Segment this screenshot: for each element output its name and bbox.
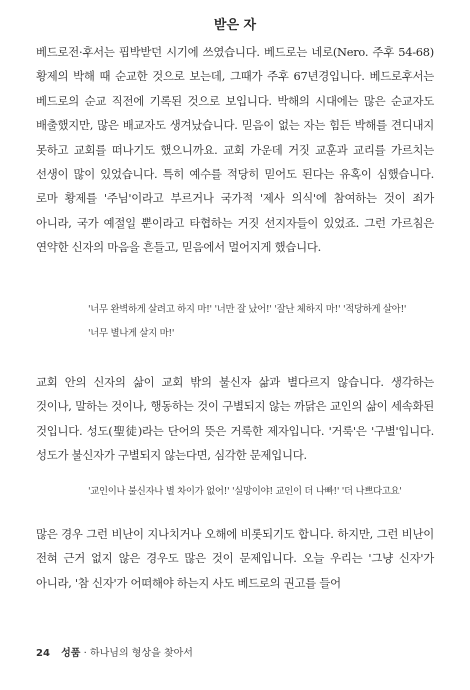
quote-line-1: '너무 완벽하게 살려고 하지 마!' '너만 잘 났어!' '잘난 체하지 마!' '적당하게 살아!' xyxy=(88,304,407,315)
page-number: 24 xyxy=(36,648,50,659)
quote-line-2: '너무 별나게 살지 마!' xyxy=(88,328,175,339)
title-separator: · xyxy=(80,648,90,659)
quote-line-3: '교인이나 불신자나 별 차이가 없어!' '실망이야! 교인이 더 나빠!' '더 나쁘다고요' xyxy=(88,486,402,497)
book-subtitle: 하나님의 형상을 찾아서 xyxy=(89,648,193,659)
book-title: 성품 xyxy=(61,648,81,659)
page-footer xyxy=(36,644,193,659)
body-paragraph-2: 교회 안의 신자의 삶이 교회 밖의 불신자 삶과 별다르지 않습니다. 생각하는 것이나, 말하는 것이나, 행동하는 것이 구별되지 않는 까닭은 교인의 삶이 세속화된 것입니다. 성도(聖徒)라는 단어의 뜻은 거룩한 제자입니다. '거룩'은 '구별'입니다. 성도가 불신자가 구별되지 않는다면, 심각한 문제입니다. xyxy=(36,375,434,463)
running-header: 받은 자 xyxy=(213,18,257,33)
body-paragraph-1: 베드로전·후서는 핍박받던 시기에 쓰였습니다. 베드로는 네로(Nero. 주후 54-68) 황제의 박해 때 순교한 것으로 보는데, 그때가 주후 67년경입니다. 베드로후서는 베드로의 순교 직전에 기록된 것으로 보입니다. 박해의 시대에는 많은 순교자도 배출했지만, 많은 배교자도 생겨났습니다. 믿음이 없는 자는 힘든 박해를 견디내지 못하고 교회를 떠나기도 했으니까요. 교회 가운데 거짓 교훈과 교리를 가르치는 선생이 많이 있었습니다. 특히 예수를 적당히 믿어도 된다는 유혹이 심했습니다. 로마 황제를 '주님'이라고 부르거나 국가적 '제사 의식'에 참여하는 것이 죄가 아니라, 국가 예절일 뿐이라고 타협하는 거짓 선지자들이 있었죠. 그런 가르침은 연약한 신자의 마음을 흔들고, 믿음에서 멀어지게 했습니다. xyxy=(36,45,434,255)
body-paragraph-3: 많은 경우 그런 비난이 지나치거나 오해에 비롯되기도 합니다. 하지만, 그런 비난이 전혀 근거 없지 않은 경우도 많은 것이 문제입니다. 오늘 우리는 '그냥 신자'가 아니라, '참 신자'가 어떠해야 하는지 사도 베드로의 권고를 들어 xyxy=(36,527,434,590)
